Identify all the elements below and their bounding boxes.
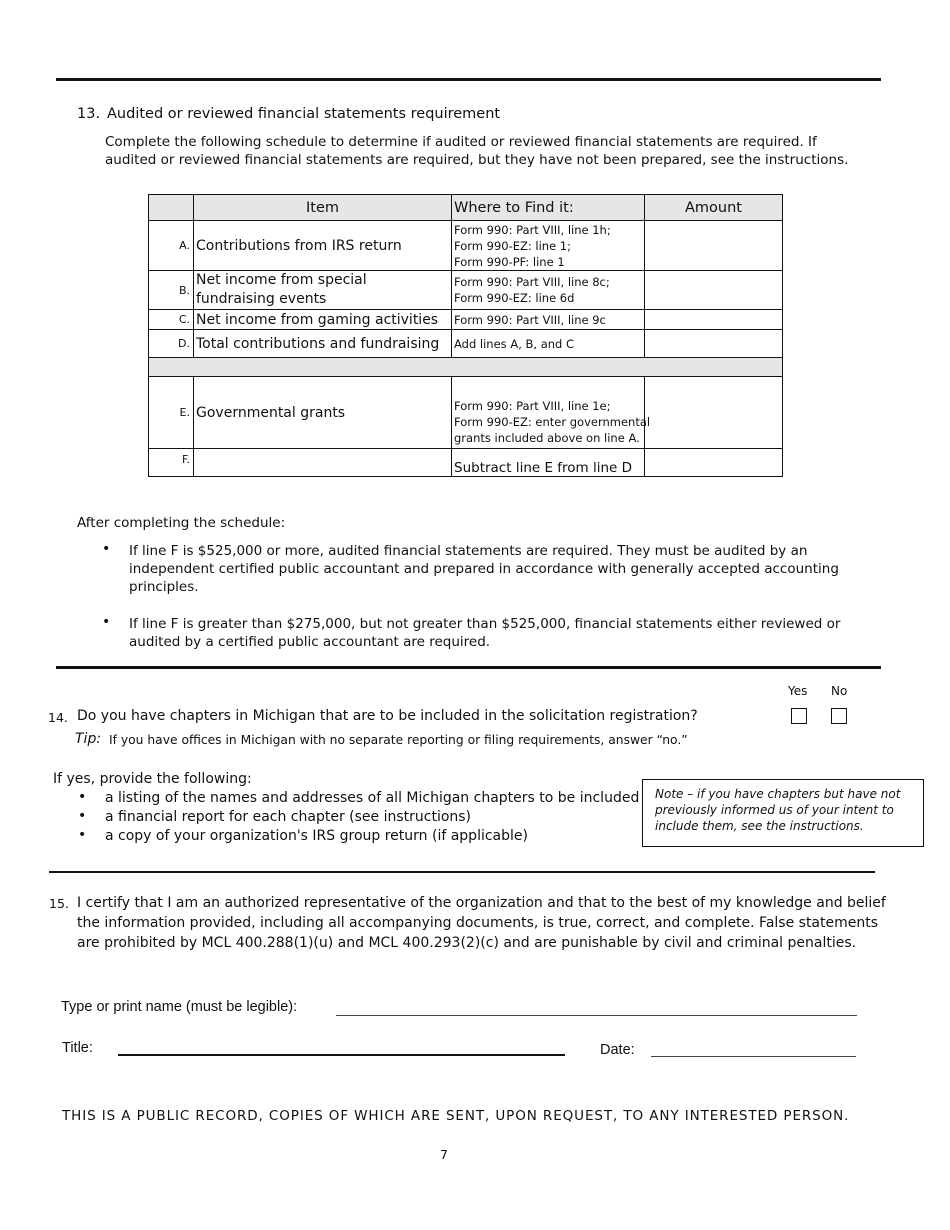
where-line: Form 990: Part VIII, line 9c (454, 312, 606, 327)
chapter-list-item: a financial report for each chapter (see instructions) (105, 809, 472, 825)
tip-text: If you have offices in Michigan with no separate reporting or filing requirements, answer “no.” (109, 733, 688, 747)
row-letter: E. (149, 377, 194, 449)
bullet-dot: • (78, 827, 87, 843)
public-record-notice: THIS IS A PUBLIC RECORD, COPIES OF WHICH ARE SENT, UPON REQUEST, TO ANY INTERESTED PERSON. (62, 1108, 850, 1124)
certification-line: are prohibited by MCL 400.288(1)(u) and MCL 400.293(2)(c) and are punishable by civil and criminal penalties. (77, 935, 857, 951)
where-line: grants included above on line A. (454, 431, 640, 445)
no-label: No (831, 684, 848, 698)
amount-cell-f[interactable] (645, 449, 783, 477)
bullet-1-line: independent certified public accountant and prepared in accordance with generally accepted accounting (129, 561, 839, 577)
row-where (452, 271, 645, 310)
where-line: Subtract line E from line D (454, 460, 633, 476)
yes-checkbox[interactable] (791, 708, 807, 724)
title-label: Title: (62, 1040, 93, 1056)
bullet-dot: • (102, 614, 111, 630)
row-letter: D. (149, 330, 194, 358)
page-number: 7 (440, 1147, 448, 1162)
section-14-number: 14. (48, 710, 68, 725)
table-row (149, 330, 783, 358)
name-input-line[interactable] (336, 1001, 857, 1016)
if-yes-label: If yes, provide the following: (53, 771, 252, 787)
bullet-dot: • (78, 808, 87, 824)
certification-line: the information provided, including all accompanying documents, is true, correct, and complete. False statements (77, 915, 879, 931)
gap-cell (149, 358, 783, 377)
row-item: Contributions from IRS return (194, 221, 452, 271)
title-input-line[interactable] (118, 1054, 565, 1056)
note-line: include them, see the instructions. (655, 819, 864, 833)
where-line: Form 990: Part VIII, line 8c; (454, 275, 610, 289)
table-row (149, 221, 783, 271)
where-line: Add lines A, B, and C (454, 336, 575, 351)
row-item: Net income from special fundraising events (194, 271, 452, 310)
header-where: Where to Find it: (452, 195, 645, 221)
header-item: Item (194, 195, 452, 221)
where-line: Form 990: Part VIII, line 1h; (454, 222, 611, 237)
bullet-2-line: audited by a certified public accountant are required. (129, 634, 491, 650)
bullet-1-line: principles. (129, 579, 199, 595)
table-row (149, 377, 783, 449)
where-line: Form 990: Part VIII, line 1e; (454, 399, 611, 413)
chapter-list-item: a listing of the names and addresses of all Michigan chapters to be included (105, 790, 640, 806)
amount-cell-d[interactable] (645, 330, 783, 358)
financial-schedule-table (148, 194, 783, 477)
row-item[interactable] (194, 449, 452, 477)
bullet-dot: • (78, 789, 87, 805)
section-13-intro-line1: Complete the following schedule to determine if audited or reviewed financial statements are required. If (105, 134, 817, 150)
bullet-2-text (129, 615, 840, 651)
amount-cell-c[interactable] (645, 310, 783, 330)
table-header-row (149, 195, 783, 221)
no-checkbox[interactable] (831, 708, 847, 724)
date-input-line[interactable] (651, 1042, 856, 1057)
amount-cell-e[interactable] (645, 377, 783, 449)
row-letter: C. (149, 310, 194, 330)
row-item: Governmental grants (194, 377, 452, 449)
bullet-2-line: If line F is greater than $275,000, but not greater than $525,000, financial statements either reviewed or (129, 616, 841, 632)
bullet-dot: • (102, 541, 111, 557)
row-item: Total contributions and fundraising (194, 330, 452, 358)
row-letter: F. (149, 449, 194, 477)
row-where (452, 330, 645, 358)
amount-cell-b[interactable] (645, 271, 783, 310)
section-13-intro-line2: audited or reviewed financial statements are required, but they have not been prepared, see the instructions. (105, 152, 849, 168)
where-line: Form 990-EZ: line 6d (454, 291, 575, 305)
certification-text (77, 893, 886, 953)
yes-label: Yes (788, 684, 808, 698)
table-row (149, 310, 783, 330)
section-13-number: 13. (77, 106, 101, 122)
row-where (452, 449, 645, 477)
amount-cell-a[interactable] (645, 221, 783, 271)
row-letter: A. (149, 221, 194, 271)
section-13-title: Audited or reviewed financial statements requirement (107, 106, 501, 122)
date-label: Date: (600, 1042, 635, 1058)
header-amount: Amount (645, 195, 783, 221)
table-row (149, 271, 783, 310)
where-line: Form 990-PF: line 1 (454, 254, 565, 269)
row-where (452, 377, 651, 449)
certification-line: I certify that I am an authorized representative of the organization and that to the best of my knowledge and belief (77, 895, 886, 911)
row-where (452, 310, 645, 330)
note-line: Note – if you have chapters but have not (655, 787, 901, 801)
chapters-note-box (642, 779, 924, 847)
top-divider (56, 78, 881, 81)
row-item: Net income from gaming activities (194, 310, 452, 330)
where-line: Form 990-EZ: enter governmental (454, 415, 651, 429)
tip-label: Tip: (75, 731, 102, 747)
table-gap-row (149, 358, 783, 377)
section-divider (56, 666, 881, 669)
where-line: Form 990-EZ: line 1; (454, 238, 571, 253)
bullet-1-text (129, 542, 839, 596)
after-completing-label: After completing the schedule: (77, 515, 286, 531)
row-letter: B. (149, 271, 194, 310)
section-15-number: 15. (49, 896, 69, 911)
name-label: Type or print name (must be legible): (61, 999, 298, 1015)
header-blank (149, 195, 194, 221)
note-line: previously informed us of your intent to (655, 803, 894, 817)
chapter-list-item: a copy of your organization's IRS group return (if applicable) (105, 828, 528, 844)
bullet-1-line: If line F is $525,000 or more, audited financial statements are required. They must be audited by an (129, 543, 808, 559)
table-row (149, 449, 783, 477)
row-where (452, 221, 645, 271)
section-14-question: Do you have chapters in Michigan that are to be included in the solicitation registration? (77, 708, 698, 724)
section-divider (49, 871, 875, 873)
